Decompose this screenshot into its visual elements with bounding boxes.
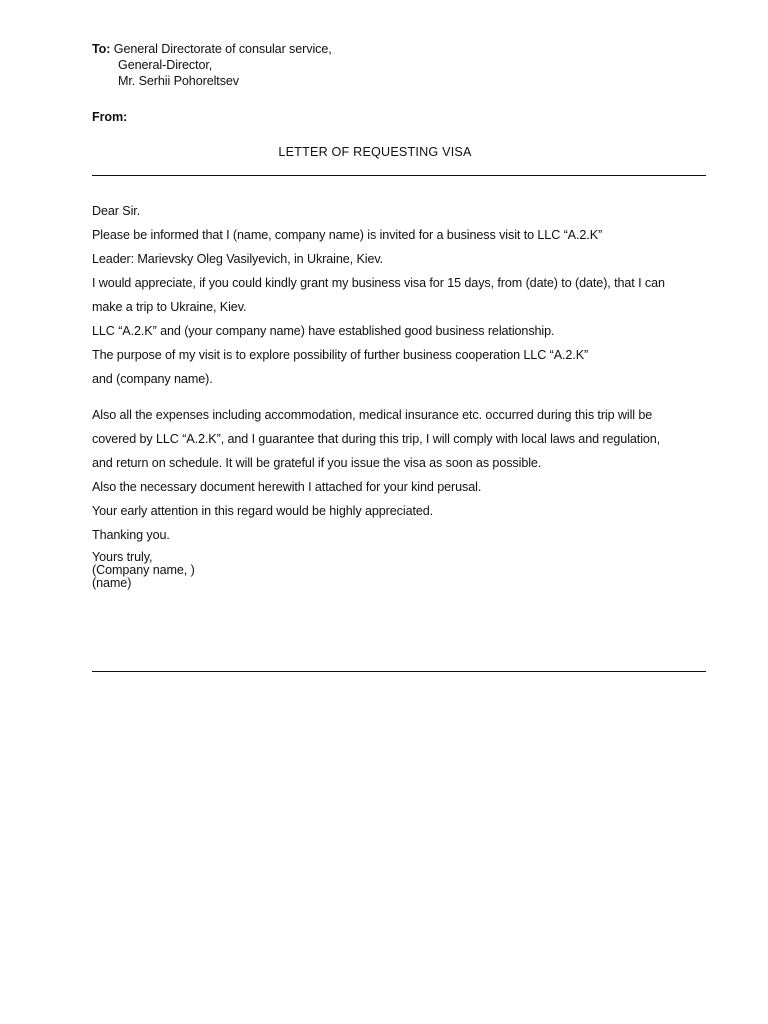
bottom-divider [92, 671, 706, 672]
to-recipient-line-2: General-Director, [118, 58, 213, 72]
body-line: Leader: Marievsky Oleg Vasilyevich, in Ukraine, Kiev. [92, 252, 384, 266]
body-line: The purpose of my visit is to explore possibility of further business cooperation LLC “A.2.K” [92, 348, 589, 362]
closing-line-2: (Company name, ) [92, 563, 195, 577]
body-line: Thanking you. [92, 528, 170, 542]
closing-line-3: (name) [92, 576, 132, 590]
body-line: LLC “A.2.K” and (your company name) have established good business relationship. [92, 324, 555, 338]
body-line: Your early attention in this regard would be highly appreciated. [92, 504, 434, 518]
body-line: and (company name). [92, 372, 213, 386]
salutation: Dear Sir. [92, 204, 141, 218]
to-recipient-line-1: General Directorate of consular service, [113, 42, 332, 56]
body-line: and return on schedule. It will be grateful if you issue the visa as soon as possible. [92, 456, 542, 470]
from-label: From: [92, 110, 128, 124]
body-line: I would appreciate, if you could kindly grant my business visa for 15 days, from (date) to (date), that I can [92, 276, 665, 290]
to-label: To: [92, 42, 111, 56]
body-line: Please be informed that I (name, company name) is invited for a business visit to LLC “A.2.K” [92, 228, 603, 242]
to-recipient-line-3: Mr. Serhii Pohoreltsev [118, 74, 239, 88]
letter-title: LETTER OF REQUESTING VISA [278, 145, 472, 159]
body-line: covered by LLC “A.2.K”, and I guarantee that during this trip, I will comply with local laws and regulation, [92, 432, 661, 446]
closing-line-1: Yours truly, [92, 550, 153, 564]
body-line: Also all the expenses including accommodation, medical insurance etc. occurred during this trip will be [92, 408, 653, 422]
to-line [92, 41, 332, 57]
body-line: Also the necessary document herewith I attached for your kind perusal. [92, 480, 482, 494]
body-line: make a trip to Ukraine, Kiev. [92, 300, 247, 314]
top-divider [92, 175, 706, 176]
